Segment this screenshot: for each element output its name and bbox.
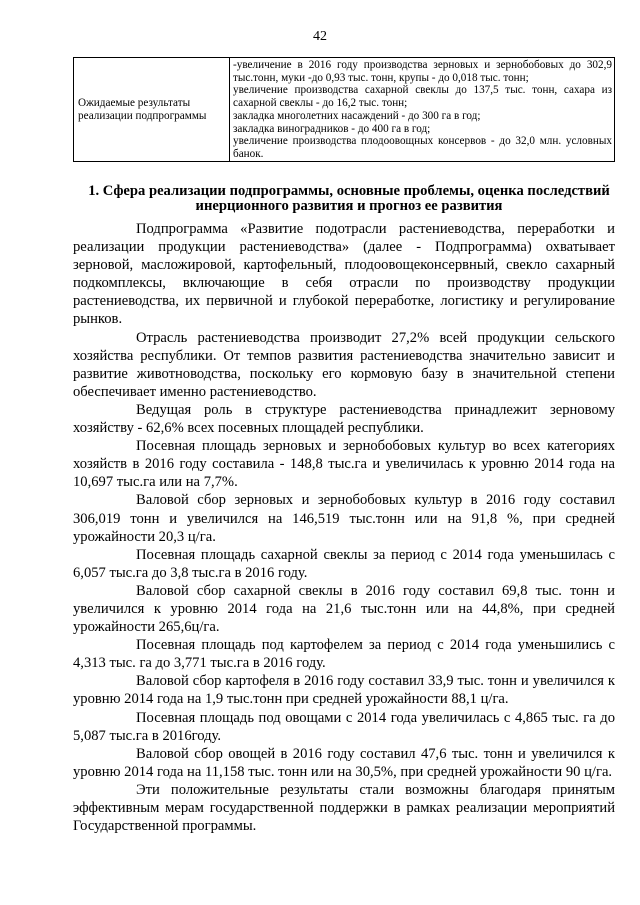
paragraph: Посевная площадь сахарной свеклы за период с 2014 года уменьшилась с 6,057 тыс.га до 3,8 тыс.га в 2016 году.: [73, 546, 615, 581]
table-label-cell: Ожидаемые результаты реализации подпрограммы: [74, 58, 230, 162]
section-heading: 1. Сфера реализации подпрограммы, основные проблемы, оценка последствий инерционного развития и прогноз ее развития: [88, 183, 610, 214]
paragraph: Валовой сбор сахарной свеклы в 2016 году составил 69,8 тыс. тонн и увеличился к уровню 2014 года на 21,6 тыс.тонн или на 44,8%, при средней урожайности 265,6ц/га.: [73, 582, 615, 636]
table-row: [74, 58, 615, 162]
paragraph: Подпрограмма «Развитие подотрасли растениеводства, переработки и реализации продукции растениеводства» (далее - Подпрограмма) охватывает зерновой, масложировой, картофельный, плодоовощеконсервный, свекло сахарный подкомплексы, включающие в себя отрасли по производству продукции растениеводства, их первичной и глубокой переработке, логистику и регулирование рынков.: [73, 221, 615, 328]
paragraph: Посевная площадь под овощами с 2014 года увеличилась с 4,865 тыс. га до 5,087 тыс.га в 2016году.: [73, 709, 615, 744]
result-item: увеличение производства сахарной свеклы до 137,5 тыс. тонн, сахара из сахарной свеклы - до 16,2 тыс. тонн;: [233, 84, 612, 110]
result-item: увеличение производства плодоовощных консервов - до 32,0 млн. условных банок.: [233, 135, 612, 160]
paragraph: Валовой сбор картофеля в 2016 году составил 33,9 тыс. тонн и увеличился к уровню 2014 года на 1,9 тыс.тонн при средней урожайности 88,1 ц/га.: [73, 673, 615, 708]
page-number: 42: [313, 29, 327, 44]
paragraph: Отрасль растениеводства производит 27,2% всей продукции сельского хозяйства республики. От темпов развития растениеводства значительно зависит и развитие животноводства, поскольку его кормовую базу в значительной степени обеспечивает именно растениеводство.: [73, 329, 615, 400]
expected-results-table: [73, 57, 615, 162]
paragraph: Эти положительные результаты стали возможны благодаря принятым эффективным мерам государственной поддержки в рамках реализации мероприятий Государственной программы.: [73, 781, 615, 835]
paragraph: Валовой сбор зерновых и зернобобовых культур в 2016 году составил 306,019 тонн и увеличился на 146,519 тыс.тонн или на 91,8 %, при средней урожайности 20,3 ц/га.: [73, 492, 615, 545]
result-item: закладка многолетних насаждений - до 300 га в год;: [233, 109, 481, 122]
paragraph: Посевная площадь под картофелем за период с 2014 года уменьшились с 4,313 тыс. га до 3,771 тыс.га в 2016 году.: [73, 637, 615, 672]
paragraph: Ведущая роль в структуре растениеводства принадлежит зерновому хозяйству - 62,6% всех посевных площадей республики.: [73, 401, 615, 437]
result-item: -увеличение в 2016 году производства зерновых и зернобобовых до 302,9 тыс.тонн, муки -до 0,93 тыс. тонн, крупы - до 0,018 тыс. тонн;: [233, 59, 612, 84]
paragraph: Валовой сбор овощей в 2016 году составил 47,6 тыс. тонн и увеличился к уровню 2014 года на 11,158 тыс. тонн или на 30,5%, при средней урожайности 90 ц/га.: [73, 745, 615, 780]
result-item: закладка виноградников - до 400 га в год;: [233, 122, 431, 135]
table-value-cell: [230, 58, 615, 162]
section-body: [73, 220, 615, 835]
paragraph: Посевная площадь зерновых и зернобобовых культур во всех категориях хозяйств в 2016 году составила - 148,8 тыс.га и увеличилась к уровню 2014 года на 10,697 тыс.га или на 7,7%.: [73, 438, 615, 491]
